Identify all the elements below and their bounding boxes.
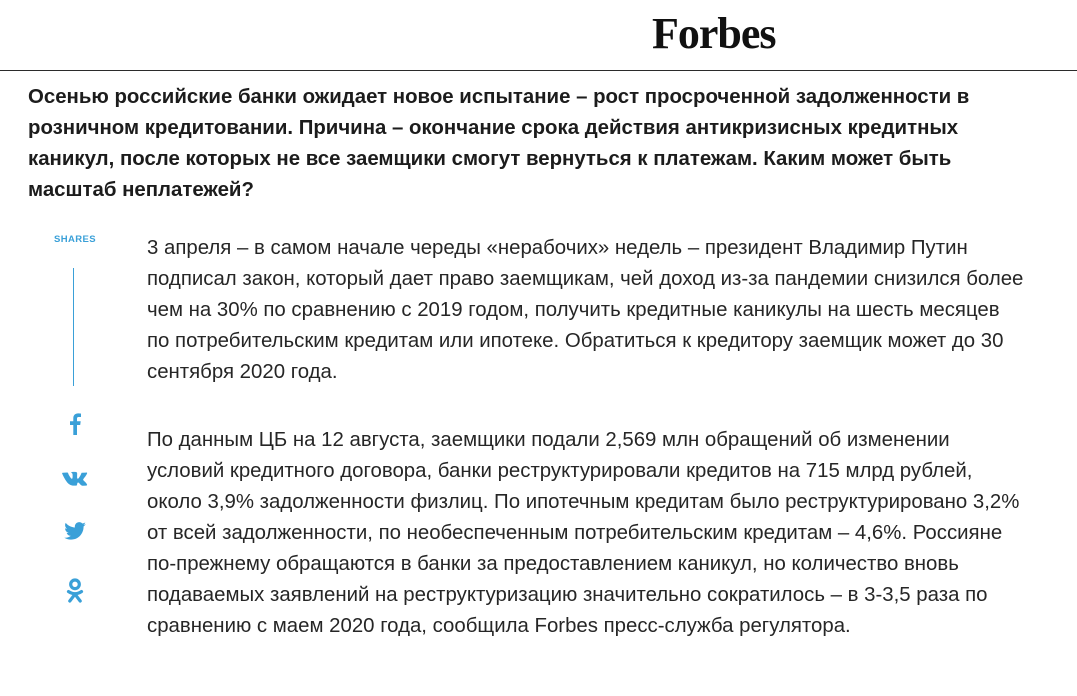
twitter-icon <box>64 522 86 540</box>
facebook-share-button[interactable] <box>60 409 90 439</box>
article-lead: Осенью российские банки ожидает новое испытание – рост просроченной задолженности в розничном кредитовании. Причина – окончание срока действия антикризисных кредитных каникул, после которых не все заемщики смогут вернуться к платежам. Каким может быть масштаб неплатежей? <box>28 86 970 201</box>
share-sidebar <box>46 230 104 245</box>
vk-icon <box>62 470 88 486</box>
article-paragraph-2: По данным ЦБ на 12 августа, заемщики подали 2,569 млн обращений об изменении условий кредитного договора, банки реструктурировали кредитов на 715 млрд рублей, около 3,9% задолженности физлиц. По ипотечным кредитам было реструктурировано 3,2% от всей задолженности, по необеспеченным потребительским кредитам – 4,6%. Россияне по-прежнему обращаются в банки за предоставлением каникул, но количество вновь подаваемых заявлений на реструктуризацию значительно сократилось – в 3-3,5 раза по сравнению с маем 2020 года, сообщила Forbes пресс-служба регулятора. <box>147 429 1020 637</box>
shares-label: SHARES <box>54 234 96 245</box>
twitter-share-button[interactable] <box>60 516 90 546</box>
header-divider <box>0 70 1077 71</box>
facebook-icon <box>68 413 82 435</box>
forbes-logo[interactable]: Forbes <box>652 9 776 58</box>
vk-share-button[interactable] <box>60 463 90 493</box>
odnoklassniki-icon <box>66 578 84 604</box>
share-divider-line <box>73 268 74 386</box>
odnoklassniki-share-button[interactable] <box>60 576 90 606</box>
article-paragraph-1: 3 апреля – в самом начале череды «нерабочих» недель – президент Владимир Путин подписал закон, который дает право заемщикам, чей доход из-за пандемии снизился более чем на 30% по сравнению с 2019 годом, получить кредитные каникулы на шесть месяцев по потребительским кредитам или ипотеке. Обратиться к кредитору заемщик может до 30 сентября 2020 года. <box>147 237 1024 383</box>
